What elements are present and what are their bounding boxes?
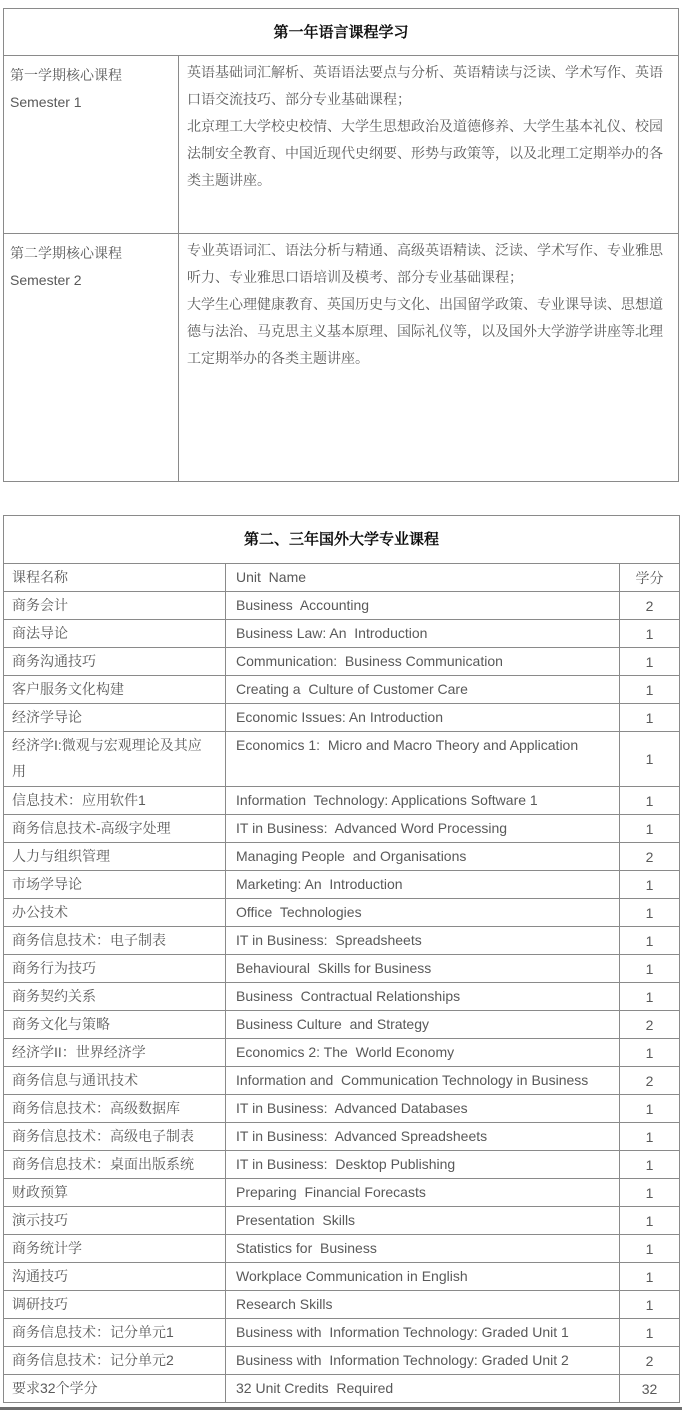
course-name-en: IT in Business: Advanced Databases bbox=[226, 1095, 620, 1123]
course-name-en: Business Culture and Strategy bbox=[226, 1011, 620, 1039]
course-paragraph: 专业英语词汇、语法分析与精通、高级英语精读、泛读、学术写作、专业雅思听力、专业雅思口语培训及模考、部分专业基础课程； bbox=[187, 242, 663, 285]
course-name-cn: 商务沟通技巧 bbox=[4, 648, 226, 676]
course-name-cn: 客户服务文化构建 bbox=[4, 676, 226, 704]
course-row bbox=[4, 1263, 680, 1291]
course-name-en: Research Skills bbox=[226, 1291, 620, 1319]
course-name-en: IT in Business: Advanced Word Processing bbox=[226, 815, 620, 843]
course-credits: 1 bbox=[620, 648, 680, 676]
course-name-cn: 人力与组织管理 bbox=[4, 843, 226, 871]
course-name-cn: 经济学I:微观与宏观理论及其应用 bbox=[4, 732, 226, 787]
overseas-table-title: 第二、三年国外大学专业课程 bbox=[4, 516, 680, 564]
course-row bbox=[4, 648, 680, 676]
course-name-en: Marketing: An Introduction bbox=[226, 871, 620, 899]
course-name-cn: 商务信息技术：记分单元2 bbox=[4, 1347, 226, 1375]
course-row bbox=[4, 1291, 680, 1319]
header-unit-name-en: Unit Name bbox=[226, 564, 620, 592]
course-name-cn: 沟通技巧 bbox=[4, 1263, 226, 1291]
course-name-en: Statistics for Business bbox=[226, 1235, 620, 1263]
course-name-cn: 调研技巧 bbox=[4, 1291, 226, 1319]
semester-row bbox=[4, 234, 679, 482]
semester-label-cn: 第一学期核心课程 bbox=[10, 67, 122, 83]
overseas-title-row bbox=[4, 516, 680, 564]
course-paragraph: 北京理工大学校史校情、大学生思想政治及道德修养、大学生基本礼仪、校园法制安全教育、中国近现代史纲要、形势与政策等，以及北理工定期举办的各类主题讲座。 bbox=[187, 118, 663, 188]
course-name-en: Office Technologies bbox=[226, 899, 620, 927]
course-credits: 2 bbox=[620, 592, 680, 620]
semester-label-en: Semester 1 bbox=[10, 94, 82, 110]
course-row bbox=[4, 1067, 680, 1095]
course-row bbox=[4, 704, 680, 732]
course-credits: 1 bbox=[620, 1263, 680, 1291]
course-name-cn: 商务会计 bbox=[4, 592, 226, 620]
course-credits: 1 bbox=[620, 787, 680, 815]
course-row bbox=[4, 899, 680, 927]
course-name-en: Business Contractual Relationships bbox=[226, 983, 620, 1011]
semester-courses-cell bbox=[179, 56, 679, 234]
course-credits: 1 bbox=[620, 1207, 680, 1235]
course-credits: 1 bbox=[620, 1039, 680, 1067]
course-name-en: Economic Issues: An Introduction bbox=[226, 704, 620, 732]
course-credits: 1 bbox=[620, 1291, 680, 1319]
course-name-en: IT in Business: Desktop Publishing bbox=[226, 1151, 620, 1179]
course-row bbox=[4, 815, 680, 843]
course-row bbox=[4, 1039, 680, 1067]
course-credits: 1 bbox=[620, 732, 680, 787]
course-credits: 1 bbox=[620, 927, 680, 955]
course-row bbox=[4, 1375, 680, 1403]
header-course-name-cn: 课程名称 bbox=[4, 564, 226, 592]
course-row bbox=[4, 732, 680, 787]
course-credits: 2 bbox=[620, 1011, 680, 1039]
course-name-cn: 商务信息技术：记分单元1 bbox=[4, 1319, 226, 1347]
course-credits: 1 bbox=[620, 676, 680, 704]
course-credits: 1 bbox=[620, 955, 680, 983]
course-name-cn: 商务信息技术-高级字处理 bbox=[4, 815, 226, 843]
course-credits: 1 bbox=[620, 1235, 680, 1263]
course-row bbox=[4, 1235, 680, 1263]
course-name-en: Information Technology: Applications Software 1 bbox=[226, 787, 620, 815]
course-name-cn: 商务信息技术：高级数据库 bbox=[4, 1095, 226, 1123]
course-row bbox=[4, 676, 680, 704]
course-credits: 2 bbox=[620, 843, 680, 871]
course-name-cn: 商务信息与通讯技术 bbox=[4, 1067, 226, 1095]
course-name-cn: 商法导论 bbox=[4, 620, 226, 648]
course-name-en: Behavioural Skills for Business bbox=[226, 955, 620, 983]
course-credits: 1 bbox=[620, 1151, 680, 1179]
course-row bbox=[4, 1151, 680, 1179]
course-row bbox=[4, 1123, 680, 1151]
course-row bbox=[4, 983, 680, 1011]
semester-label-cn: 第二学期核心课程 bbox=[10, 245, 122, 261]
course-name-cn: 商务统计学 bbox=[4, 1235, 226, 1263]
course-credits: 1 bbox=[620, 1319, 680, 1347]
semester-row bbox=[4, 56, 679, 234]
year1-title-row bbox=[4, 9, 679, 56]
year1-table-title: 第一年语言课程学习 bbox=[4, 9, 679, 56]
course-name-cn: 经济学II：世界经济学 bbox=[4, 1039, 226, 1067]
course-name-cn: 商务行为技巧 bbox=[4, 955, 226, 983]
course-paragraph: 英语基础词汇解析、英语语法要点与分析、英语精读与泛读、学术写作、英语口语交流技巧、部分专业基础课程； bbox=[187, 64, 663, 107]
course-credits: 1 bbox=[620, 1179, 680, 1207]
course-row bbox=[4, 871, 680, 899]
course-name-en: 32 Unit Credits Required bbox=[226, 1375, 620, 1403]
course-name-cn: 商务信息技术：高级电子制表 bbox=[4, 1123, 226, 1151]
course-credits: 1 bbox=[620, 1123, 680, 1151]
course-name-en: Economics 1: Micro and Macro Theory and Application bbox=[226, 732, 620, 787]
course-credits: 1 bbox=[620, 704, 680, 732]
course-name-cn: 市场学导论 bbox=[4, 871, 226, 899]
course-row bbox=[4, 1179, 680, 1207]
course-credits: 1 bbox=[620, 983, 680, 1011]
header-credits: 学分 bbox=[620, 564, 680, 592]
course-credits: 1 bbox=[620, 871, 680, 899]
course-name-en: Preparing Financial Forecasts bbox=[226, 1179, 620, 1207]
course-name-en: Workplace Communication in English bbox=[226, 1263, 620, 1291]
semester-label-en: Semester 2 bbox=[10, 272, 82, 288]
course-row bbox=[4, 955, 680, 983]
course-name-en: Business with Information Technology: Graded Unit 2 bbox=[226, 1347, 620, 1375]
course-credits: 1 bbox=[620, 1095, 680, 1123]
course-name-en: Economics 2: The World Economy bbox=[226, 1039, 620, 1067]
course-credits: 32 bbox=[620, 1375, 680, 1403]
course-name-cn: 商务信息技术：电子制表 bbox=[4, 927, 226, 955]
course-name-cn: 商务契约关系 bbox=[4, 983, 226, 1011]
course-name-cn: 经济学导论 bbox=[4, 704, 226, 732]
course-row bbox=[4, 1347, 680, 1375]
course-credits: 1 bbox=[620, 899, 680, 927]
course-name-cn: 信息技术：应用软件1 bbox=[4, 787, 226, 815]
course-name-cn: 商务信息技术：桌面出版系统 bbox=[4, 1151, 226, 1179]
course-name-en: Communication: Business Communication bbox=[226, 648, 620, 676]
course-name-en: Information and Communication Technology in Business bbox=[226, 1067, 620, 1095]
course-name-en: Managing People and Organisations bbox=[226, 843, 620, 871]
course-row bbox=[4, 1207, 680, 1235]
course-name-en: IT in Business: Spreadsheets bbox=[226, 927, 620, 955]
course-credits: 2 bbox=[620, 1067, 680, 1095]
course-name-cn: 商务文化与策略 bbox=[4, 1011, 226, 1039]
course-credits: 1 bbox=[620, 620, 680, 648]
course-row bbox=[4, 927, 680, 955]
course-name-en: IT in Business: Advanced Spreadsheets bbox=[226, 1123, 620, 1151]
course-name-en: Creating a Culture of Customer Care bbox=[226, 676, 620, 704]
course-name-cn: 要求32个学分 bbox=[4, 1375, 226, 1403]
course-row bbox=[4, 1011, 680, 1039]
course-credits: 2 bbox=[620, 1347, 680, 1375]
course-paragraph: 大学生心理健康教育、英国历史与文化、出国留学政策、专业课导读、思想道德与法治、马克思主义基本原理、国际礼仪等，以及国外大学游学讲座等北理工定期举办的各类主题讲座。 bbox=[187, 296, 663, 366]
overseas-header-row bbox=[4, 564, 680, 592]
course-row bbox=[4, 787, 680, 815]
semester-courses-cell bbox=[179, 234, 679, 482]
course-row bbox=[4, 620, 680, 648]
course-name-cn: 演示技巧 bbox=[4, 1207, 226, 1235]
course-name-cn: 办公技术 bbox=[4, 899, 226, 927]
course-credits: 1 bbox=[620, 815, 680, 843]
course-name-en: Business with Information Technology: Graded Unit 1 bbox=[226, 1319, 620, 1347]
course-name-cn: 财政预算 bbox=[4, 1179, 226, 1207]
course-row bbox=[4, 592, 680, 620]
year1-language-table bbox=[3, 8, 679, 482]
course-name-en: Business Law: An Introduction bbox=[226, 620, 620, 648]
course-row bbox=[4, 1319, 680, 1347]
course-name-en: Presentation Skills bbox=[226, 1207, 620, 1235]
overseas-courses-table bbox=[3, 515, 680, 1403]
course-row bbox=[4, 843, 680, 871]
course-row bbox=[4, 1095, 680, 1123]
course-name-en: Business Accounting bbox=[226, 592, 620, 620]
